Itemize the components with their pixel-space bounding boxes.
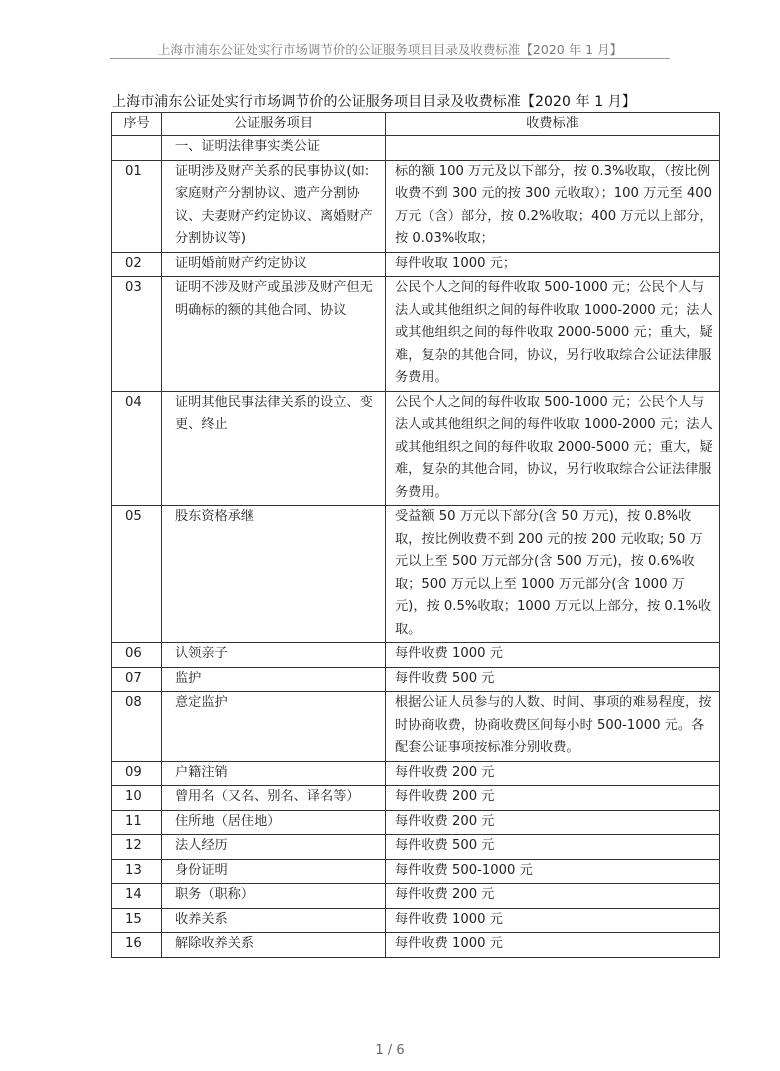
fee-standard: 每件收费 200 元	[386, 761, 720, 786]
table-row	[112, 692, 720, 762]
fee-standard: 每件收费 500-1000 元	[386, 859, 720, 884]
service-item: 职务（职称）	[162, 884, 386, 909]
service-item: 收养关系	[162, 908, 386, 933]
service-item: 监护	[162, 667, 386, 692]
service-item: 户籍注销	[162, 761, 386, 786]
table-header-row	[112, 113, 720, 136]
row-number: 08	[112, 692, 162, 762]
fee-standard: 每件收费 200 元	[386, 786, 720, 811]
service-item: 意定监护	[162, 692, 386, 762]
table-row	[112, 160, 720, 252]
row-number: 12	[112, 835, 162, 860]
fee-standard: 每件收费 1000 元	[386, 908, 720, 933]
table-row	[112, 506, 720, 643]
table-row	[112, 761, 720, 786]
table-row	[112, 933, 720, 958]
table-row	[112, 859, 720, 884]
service-item: 证明婚前财产约定协议	[162, 252, 386, 277]
service-item: 身份证明	[162, 859, 386, 884]
service-item: 认领亲子	[162, 643, 386, 668]
row-number: 06	[112, 643, 162, 668]
section-row	[112, 136, 720, 161]
row-number: 07	[112, 667, 162, 692]
fee-standard: 受益额 50 万元以下部分(含 50 万元)，按 0.8%收取，按比例收费不到 200 元的按 200 元收取; 50 万元以上至 500 万元部分(含 500 万元)，按 0.6%收取；500 万元以上至 1000 万元部分(含 1000 万元)，按 0.5%收取；1000 万元以上部分，按 0.1%收取。	[386, 506, 720, 643]
service-item: 证明其他民事法律关系的设立、变更、终止	[162, 391, 386, 506]
table-row	[112, 391, 720, 506]
table-row	[112, 786, 720, 811]
document-title: 上海市浦东公证处实行市场调节价的公证服务项目目录及收费标准【2020 年 1 月】	[112, 94, 636, 110]
fee-standard: 每件收费 500 元	[386, 835, 720, 860]
table-row	[112, 884, 720, 909]
fee-standard: 每件收费 1000 元	[386, 933, 720, 958]
column-header-fee-standard: 收费标准	[386, 113, 720, 136]
section-number-cell	[112, 136, 162, 161]
row-number: 01	[112, 160, 162, 252]
fee-standard: 根据公证人员参与的人数、时间、事项的难易程度，按时协商收费，协商收费区间每小时 500-1000 元。各配套公证事项按标准分别收费。	[386, 692, 720, 762]
fee-standard: 每件收取 1000 元；	[386, 252, 720, 277]
row-number: 04	[112, 391, 162, 506]
table-row	[112, 810, 720, 835]
service-item: 股东资格承继	[162, 506, 386, 643]
row-number: 11	[112, 810, 162, 835]
service-item: 证明不涉及财产或虽涉及财产但无明确标的额的其他合同、协议	[162, 277, 386, 392]
header-divider	[110, 58, 670, 59]
column-header-service-item: 公证服务项目	[162, 113, 386, 136]
table-row	[112, 277, 720, 392]
row-number: 03	[112, 277, 162, 392]
row-number: 15	[112, 908, 162, 933]
row-number: 09	[112, 761, 162, 786]
table-row	[112, 835, 720, 860]
service-item: 曾用名（又名、别名、译名等）	[162, 786, 386, 811]
fee-standard: 每件收费 200 元	[386, 810, 720, 835]
row-number: 10	[112, 786, 162, 811]
page-number: 1 / 6	[375, 1043, 405, 1058]
fee-schedule-table	[111, 112, 720, 958]
service-item: 证明涉及财产关系的民事协议(如:家庭财产分割协议、遗产分割协议、夫妻财产约定协议、离婚财产分割协议等)	[162, 160, 386, 252]
row-number: 14	[112, 884, 162, 909]
fee-standard: 标的额 100 万元及以下部分，按 0.3%收取，（按比例收费不到 300 元的按 300 元收取）；100 万元至 400 万元（含）部分，按 0.2%收取；400 万元以上部分，按 0.03%收取；	[386, 160, 720, 252]
table-row	[112, 643, 720, 668]
fee-standard: 每件收费 200 元	[386, 884, 720, 909]
section-title: 一、证明法律事实类公证	[162, 136, 386, 161]
running-header: 上海市浦东公证处实行市场调节价的公证服务项目目录及收费标准【2020 年 1 月】	[157, 42, 623, 57]
service-item: 法人经历	[162, 835, 386, 860]
row-number: 13	[112, 859, 162, 884]
service-item: 解除收养关系	[162, 933, 386, 958]
row-number: 02	[112, 252, 162, 277]
row-number: 16	[112, 933, 162, 958]
table-row	[112, 908, 720, 933]
column-header-number: 序号	[112, 113, 162, 136]
fee-standard: 每件收费 1000 元	[386, 643, 720, 668]
table-row	[112, 252, 720, 277]
fee-standard: 公民个人之间的每件收取 500-1000 元；公民个人与法人或其他组织之间的每件收取 1000-2000 元；法人或其他组织之间的每件收取 2000-5000 元；重大，疑难，复杂的其他合同，协议，另行收取综合公证法律服务费用。	[386, 277, 720, 392]
table-row	[112, 667, 720, 692]
row-number: 05	[112, 506, 162, 643]
service-item: 住所地（居住地）	[162, 810, 386, 835]
table-body	[112, 136, 720, 958]
fee-standard: 每件收费 500 元	[386, 667, 720, 692]
section-fee-cell	[386, 136, 720, 161]
fee-standard: 公民个人之间的每件收取 500-1000 元；公民个人与法人或其他组织之间的每件收取 1000-2000 元；法人或其他组织之间的每件收取 2000-5000 元；重大，疑难，复杂的其他合同，协议，另行收取综合公证法律服务费用。	[386, 391, 720, 506]
